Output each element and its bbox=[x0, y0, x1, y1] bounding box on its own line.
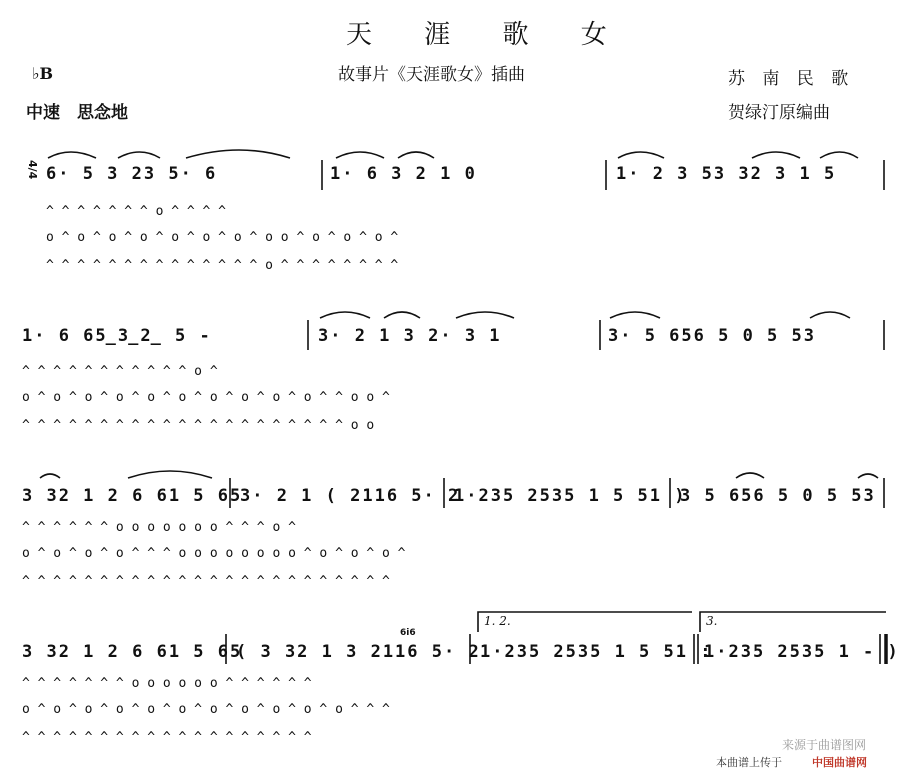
first-ending-bracket bbox=[478, 612, 692, 632]
measure-1: 6· 5 3 23 5· 6 bbox=[46, 164, 218, 184]
slur bbox=[336, 152, 384, 158]
technique-row: o ^ o ^ o ^ o ^ o ^ o ^ o ^ o ^ o ^ o ^ o ^ ^ ^ bbox=[22, 702, 390, 717]
third-ending-label: 3. bbox=[706, 614, 718, 628]
arranger-credit: 贺绿汀原编曲 bbox=[728, 103, 830, 123]
footer-note: 本曲谱上传于 bbox=[716, 756, 782, 769]
slur bbox=[186, 150, 290, 158]
technique-row: ^ ^ ^ ^ ^ ^ ^ ^ ^ ^ ^ ^ ^ ^ o ^ ^ ^ ^ ^ ^ ^ ^ bbox=[46, 258, 399, 273]
watermark-text: 来源于曲谱图网 bbox=[782, 738, 867, 752]
measure-11: 3 32 1 2 6 61 5 65 bbox=[22, 642, 243, 662]
slur bbox=[320, 312, 370, 318]
technique-row: ^ ^ ^ ^ ^ ^ ^ o ^ ^ ^ ^ bbox=[46, 204, 227, 219]
time-signature: 4/4 bbox=[26, 160, 39, 180]
grace-ornament: 6i6 bbox=[400, 628, 416, 638]
score-subtitle: 故事片《天涯歌女》插曲 bbox=[338, 65, 525, 85]
technique-row: ^ ^ ^ ^ ^ ^ ^ ^ ^ ^ ^ ^ ^ ^ ^ ^ ^ ^ ^ ^ ^ o o bbox=[22, 418, 375, 433]
measure-3: 1· 2 3 53 32 3 1 5 bbox=[616, 164, 837, 184]
technique-row: ^ ^ ^ ^ ^ ^ ^ ^ ^ ^ ^ o ^ bbox=[22, 364, 218, 379]
measure-4: 1· 6 65̲3̲2̲ 5 - bbox=[22, 326, 212, 346]
measure-10: 3 5 656 5 0 5 53 bbox=[680, 486, 876, 506]
technique-row: ^ ^ ^ ^ ^ ^ ^ ^ ^ ^ ^ ^ ^ ^ ^ ^ ^ ^ ^ bbox=[22, 730, 312, 745]
slur bbox=[128, 471, 212, 478]
measure-8: 3· 2 1 ( 2116 5· 2 bbox=[240, 486, 461, 506]
slur bbox=[398, 152, 434, 158]
technique-row: ^ ^ ^ ^ ^ ^ ^ o o o o o o ^ ^ ^ ^ ^ ^ bbox=[22, 676, 312, 691]
composer-credit: 苏 南 民 歌 bbox=[728, 69, 855, 89]
slur bbox=[610, 312, 660, 318]
slur bbox=[48, 152, 96, 158]
measure-6: 3· 5 656 5 0 5 53 bbox=[608, 326, 816, 346]
measure-2: 1· 6 3 2 1 0 bbox=[330, 164, 477, 184]
technique-row: o ^ o ^ o ^ o ^ o ^ o ^ o ^ o o ^ o ^ o ^ o ^ bbox=[46, 230, 399, 245]
slur bbox=[618, 152, 664, 158]
footer-logo: 中国曲谱网 bbox=[812, 756, 867, 769]
slur bbox=[456, 312, 514, 318]
key-signature: ♭B bbox=[32, 64, 54, 83]
slur bbox=[752, 152, 800, 158]
score-title: 天 涯 歌 女 bbox=[346, 20, 629, 50]
third-ending-bracket bbox=[700, 612, 886, 632]
measure-12: ( 3 32 1 3 2116 5· 2 bbox=[236, 642, 481, 662]
slur bbox=[384, 312, 420, 318]
measure-5: 3· 2 1 3 2· 3 1 bbox=[318, 326, 502, 346]
slur bbox=[858, 474, 878, 478]
slur bbox=[736, 473, 764, 478]
technique-row: o ^ o ^ o ^ o ^ ^ ^ o o o o o o o o ^ o ^ o ^ o ^ bbox=[22, 546, 406, 561]
slur bbox=[40, 474, 60, 478]
measure-7: 3 32 1 2 6 61 5 65 bbox=[22, 486, 243, 506]
technique-row: ^ ^ ^ ^ ^ ^ o o o o o o o ^ ^ ^ o ^ bbox=[22, 520, 296, 535]
measure-9: 1·235 2535 1 5 51 ) bbox=[454, 486, 687, 506]
measure-13: 1·235 2535 1 5 51 : bbox=[480, 642, 713, 662]
measure-14: 1·235 2535 1 - ) bbox=[704, 642, 900, 662]
slur bbox=[810, 312, 850, 318]
first-ending-label: 1. 2. bbox=[484, 614, 511, 628]
technique-row: o ^ o ^ o ^ o ^ o ^ o ^ o ^ o ^ o ^ o ^ ^ o o ^ bbox=[22, 390, 390, 405]
slur bbox=[820, 152, 858, 158]
technique-row: ^ ^ ^ ^ ^ ^ ^ ^ ^ ^ ^ ^ ^ ^ ^ ^ ^ ^ ^ ^ ^ ^ ^ ^ bbox=[22, 574, 390, 589]
slur bbox=[118, 152, 160, 158]
tempo-marking: 中速 思念地 bbox=[26, 103, 128, 123]
